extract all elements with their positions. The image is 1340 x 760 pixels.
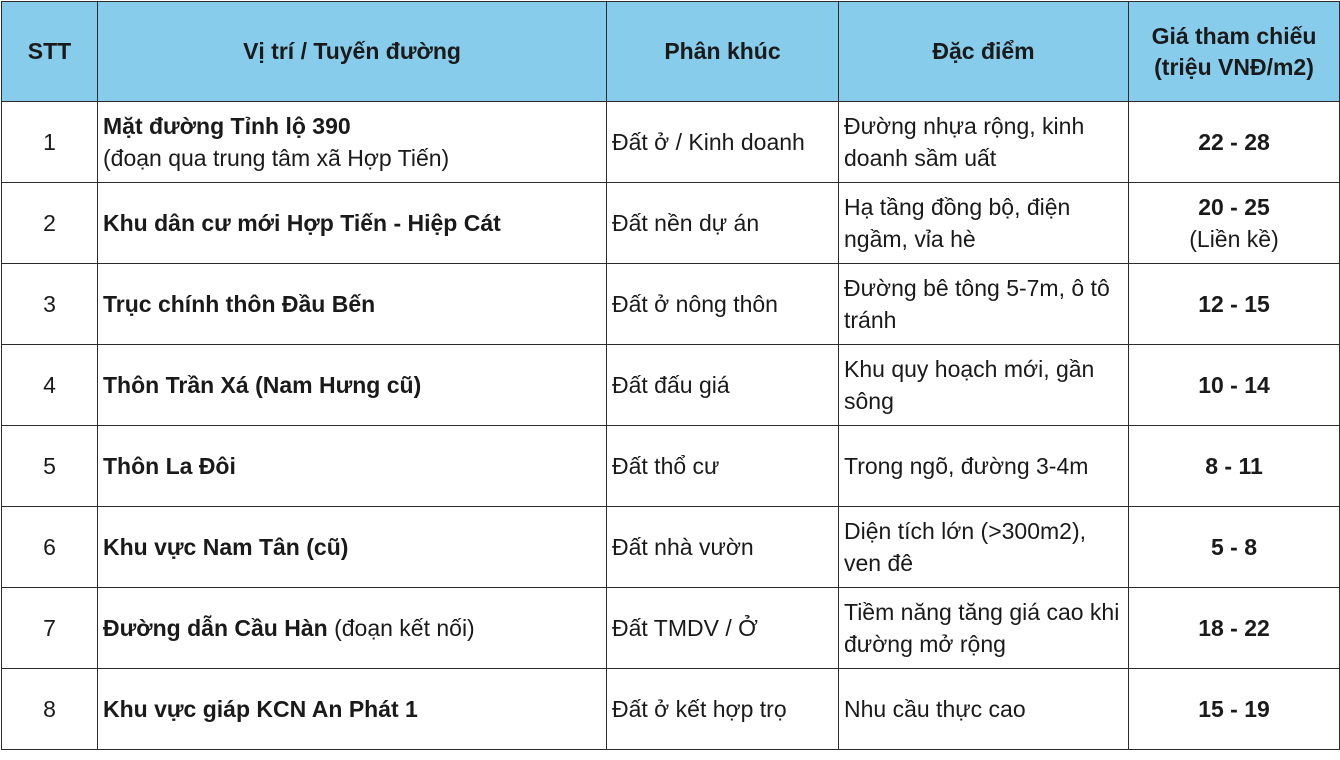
table-row	[2, 183, 1340, 264]
location-name: Đường dẫn Cầu Hàn	[103, 615, 328, 641]
row-price: 22 - 28	[1129, 102, 1340, 183]
price-range: 20 - 25	[1198, 194, 1270, 220]
header-stt: STT	[2, 2, 98, 102]
row-features: Trong ngõ, đường 3-4m	[839, 426, 1129, 507]
row-price	[1129, 183, 1340, 264]
location-name: Thôn La Đôi	[103, 453, 236, 479]
table-row	[2, 264, 1340, 345]
row-price: 5 - 8	[1129, 507, 1340, 588]
table-row	[2, 345, 1340, 426]
location-name: Thôn Trần Xá (Nam Hưng cũ)	[103, 372, 422, 398]
row-features: Đường bê tông 5-7m, ô tô tránh	[839, 264, 1129, 345]
location-name: Trục chính thôn Đầu Bến	[103, 291, 376, 317]
header-price	[1129, 2, 1340, 102]
row-segment: Đất ở nông thôn	[607, 264, 839, 345]
row-location	[98, 183, 607, 264]
row-number: 8	[2, 669, 98, 750]
row-features: Tiềm năng tăng giá cao khi đường mở rộng	[839, 588, 1129, 669]
row-number: 4	[2, 345, 98, 426]
table-row	[2, 426, 1340, 507]
table-row	[2, 588, 1340, 669]
row-price: 18 - 22	[1129, 588, 1340, 669]
row-price: 12 - 15	[1129, 264, 1340, 345]
location-name: Khu dân cư mới Hợp Tiến - Hiệp Cát	[103, 210, 501, 236]
row-location	[98, 669, 607, 750]
row-features: Khu quy hoạch mới, gần sông	[839, 345, 1129, 426]
row-location	[98, 264, 607, 345]
row-number: 1	[2, 102, 98, 183]
row-location	[98, 507, 607, 588]
table-row	[2, 102, 1340, 183]
row-features: Nhu cầu thực cao	[839, 669, 1129, 750]
row-segment: Đất nhà vườn	[607, 507, 839, 588]
header-price-unit: (triệu VNĐ/m2)	[1154, 53, 1314, 80]
row-segment: Đất thổ cư	[607, 426, 839, 507]
header-location: Vị trí / Tuyến đường	[98, 2, 607, 102]
row-number: 3	[2, 264, 98, 345]
location-name: Khu vực Nam Tân (cũ)	[103, 534, 349, 560]
location-note: (đoạn kết nối)	[334, 615, 475, 641]
header-row	[2, 2, 1340, 102]
row-location	[98, 426, 607, 507]
row-number: 7	[2, 588, 98, 669]
row-number: 2	[2, 183, 98, 264]
row-number: 6	[2, 507, 98, 588]
row-price: 15 - 19	[1129, 669, 1340, 750]
row-segment: Đất ở / Kinh doanh	[607, 102, 839, 183]
price-table	[1, 1, 1340, 750]
row-features: Đường nhựa rộng, kinh doanh sầm uất	[839, 102, 1129, 183]
row-segment: Đất ở kết hợp trọ	[607, 669, 839, 750]
row-features: Diện tích lớn (>300m2), ven đê	[839, 507, 1129, 588]
table-row	[2, 669, 1340, 750]
table-row	[2, 507, 1340, 588]
location-name: Mặt đường Tỉnh lộ 390	[103, 113, 351, 139]
row-number: 5	[2, 426, 98, 507]
header-features: Đặc điểm	[839, 2, 1129, 102]
row-price: 10 - 14	[1129, 345, 1340, 426]
location-note: (đoạn qua trung tâm xã Hợp Tiến)	[103, 145, 450, 171]
location-name: Khu vực giáp KCN An Phát 1	[103, 696, 418, 722]
header-segment: Phân khúc	[607, 2, 839, 102]
row-segment: Đất nền dự án	[607, 183, 839, 264]
row-location	[98, 588, 607, 669]
header-price-title: Giá tham chiếu	[1151, 22, 1317, 49]
row-location	[98, 345, 607, 426]
row-features: Hạ tầng đồng bộ, điện ngầm, vỉa hè	[839, 183, 1129, 264]
row-segment: Đất đấu giá	[607, 345, 839, 426]
row-segment: Đất TMDV / Ở	[607, 588, 839, 669]
price-note: (Liền kề)	[1189, 226, 1279, 252]
row-location	[98, 102, 607, 183]
row-price: 8 - 11	[1129, 426, 1340, 507]
